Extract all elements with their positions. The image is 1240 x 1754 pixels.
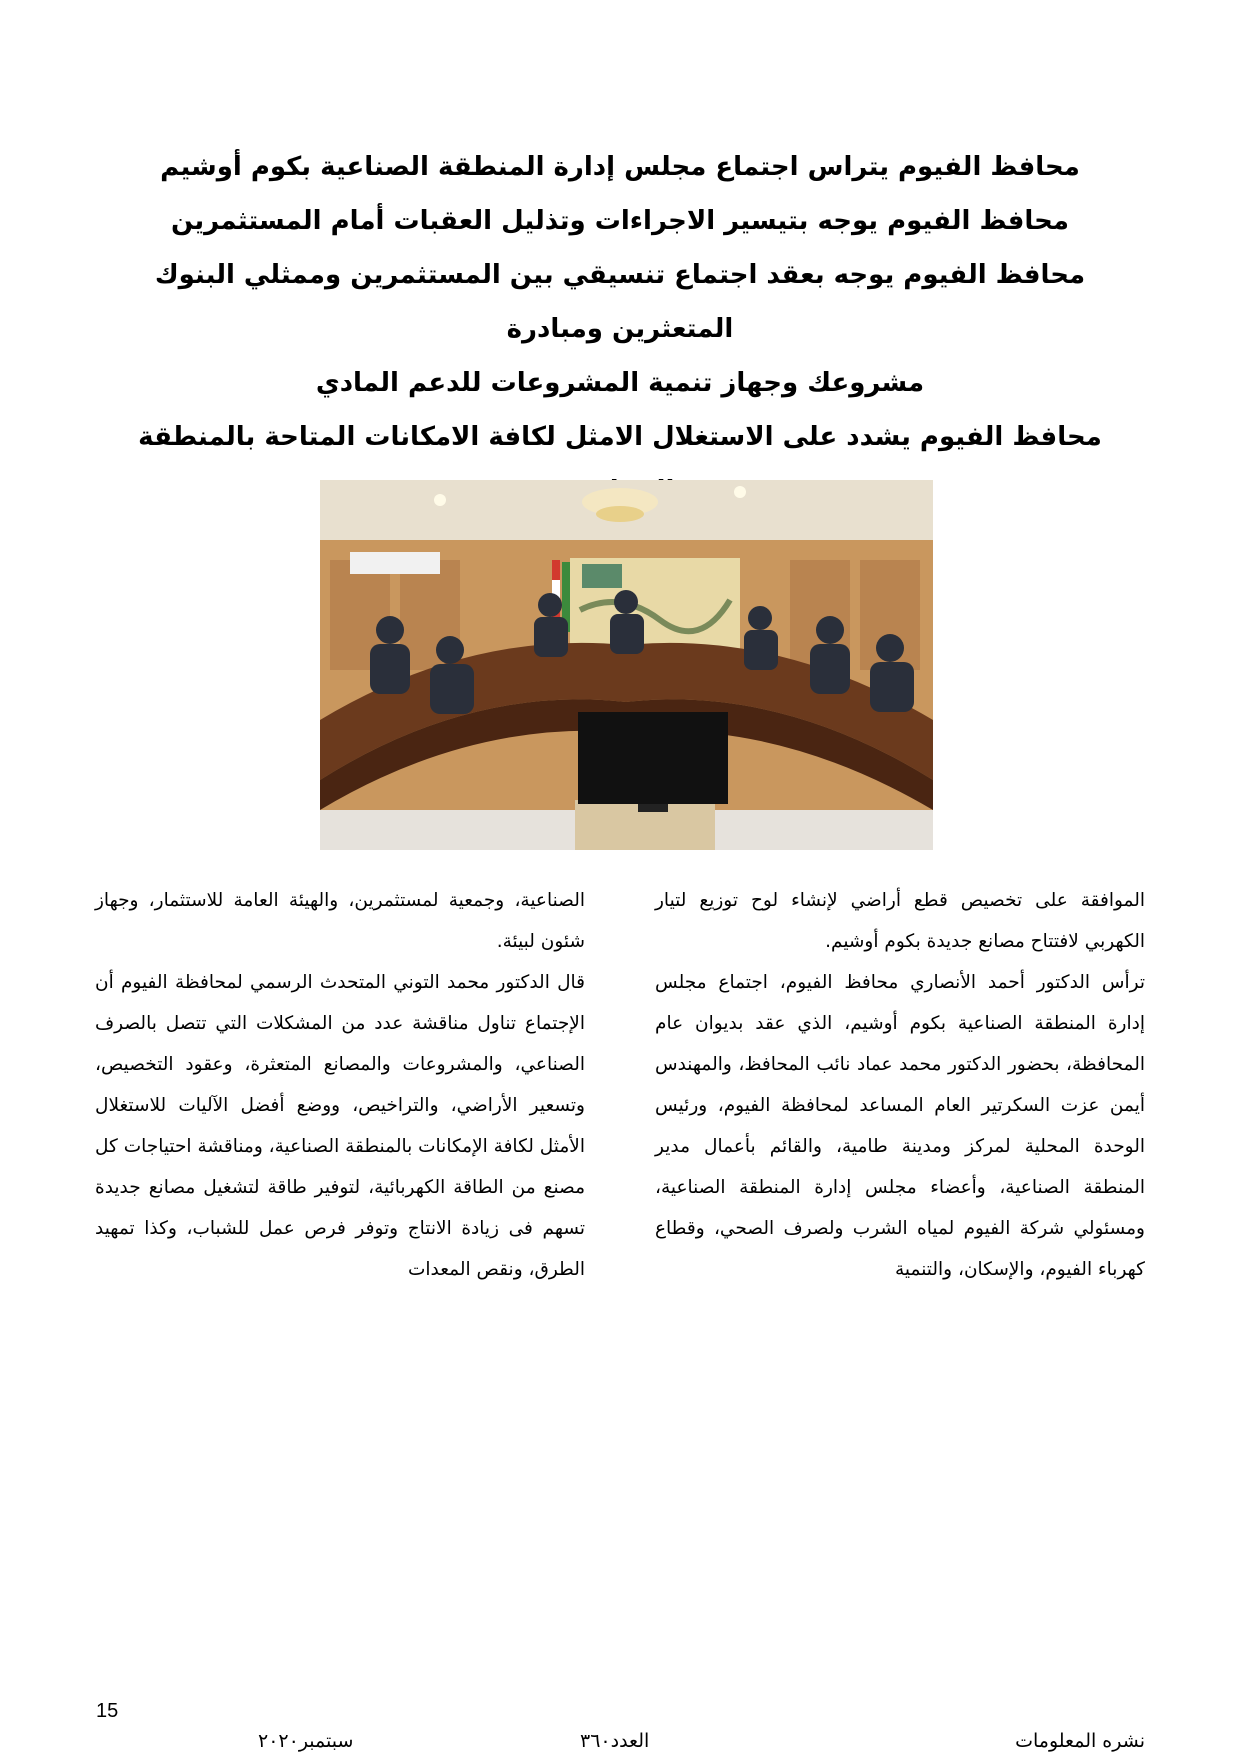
article-paragraph: الموافقة على تخصيص قطع أراضي لإنشاء لوح توزيع لتيار الكهربي لافتتاح مصانع جديدة بكوم أوشيم.: [655, 890, 1145, 952]
headline-5: محافظ الفيوم يشدد على الاستغلال الامثل لكافة الامكانات المتاحة بالمنطقة: [138, 422, 1102, 452]
headline-4: مشروعك وجهاز تنمية المشروعات للدعم المادي: [315, 368, 925, 398]
footer-publication: نشره المعلومات: [1015, 1730, 1145, 1752]
article-paragraph: الصناعية، وجمعية لمستثمرين، والهيئة العامة للاستثمار، وجهاز شئون لبيئة.: [95, 890, 585, 952]
headline-2: محافظ الفيوم يوجه بتيسير الاجراءات وتذليل العقبات أمام المستثمرين: [171, 206, 1069, 236]
meeting-photo: [320, 480, 933, 850]
article-paragraph: قال الدكتور محمد التوني المتحدث الرسمي لمحافظة الفيوم أن الإجتماع تناول مناقشة عدد من المشكلات التي تتصل بالصرف الصناعي، والمشروعات والمصانع المتعثرة، وعقود التخصيص، وتسعير الأراضي، والتراخيص، ووضع أفضل الآليات للاستغلال الأمثل لكافة الإمكانات بالمنطقة الصناعية، ومناقشة احتياجات كل مصنع من الطاقة الكهربائية، لتوفير طاقة لتشغيل مصانع جديدة تسهم فى زيادة الانتاج وتوفر فرص عمل للشباب، وكذا تمهيد الطرق، ونقص المعدات: [95, 972, 585, 1280]
footer-issue: العدد٣٦٠: [580, 1730, 650, 1752]
article-column-left: [95, 880, 585, 1290]
headline-1: محافظ الفيوم يتراس اجتماع مجلس إدارة المنطقة الصناعية بكوم أوشيم: [160, 152, 1080, 182]
footer-month: سبتمبر٢٠٢٠: [258, 1730, 354, 1752]
headline-3: محافظ الفيوم يوجه بعقد اجتماع تنسيقي بين المستثمرين وممثلي البنوك المتعثرين ومبادرة: [154, 260, 1086, 344]
article-paragraph: ترأس الدكتور أحمد الأنصاري محافظ الفيوم، اجتماع مجلس إدارة المنطقة الصناعية بكوم أوشيم، الذي عقد بديوان عام المحافظة، بحضور الدكتور محمد عماد نائب المحافظ، والمهندس أيمن عزت السكرتير العام المساعد لمحافظة الفيوم، ورئيس الوحدة المحلية لمركز ومدينة طامية، والقائم بأعمال مدير المنطقة الصناعية، وأعضاء مجلس إدارة المنطقة الصناعية، ومسئولي شركة الفيوم لمياه الشرب ولصرف الصحي، وقطاع كهرباء الفيوم، والإسكان، والتنمية: [655, 972, 1145, 1280]
article-column-right: [655, 880, 1145, 1290]
meeting-photo-illustration: [320, 480, 933, 850]
page-number: 15: [96, 1700, 119, 1722]
